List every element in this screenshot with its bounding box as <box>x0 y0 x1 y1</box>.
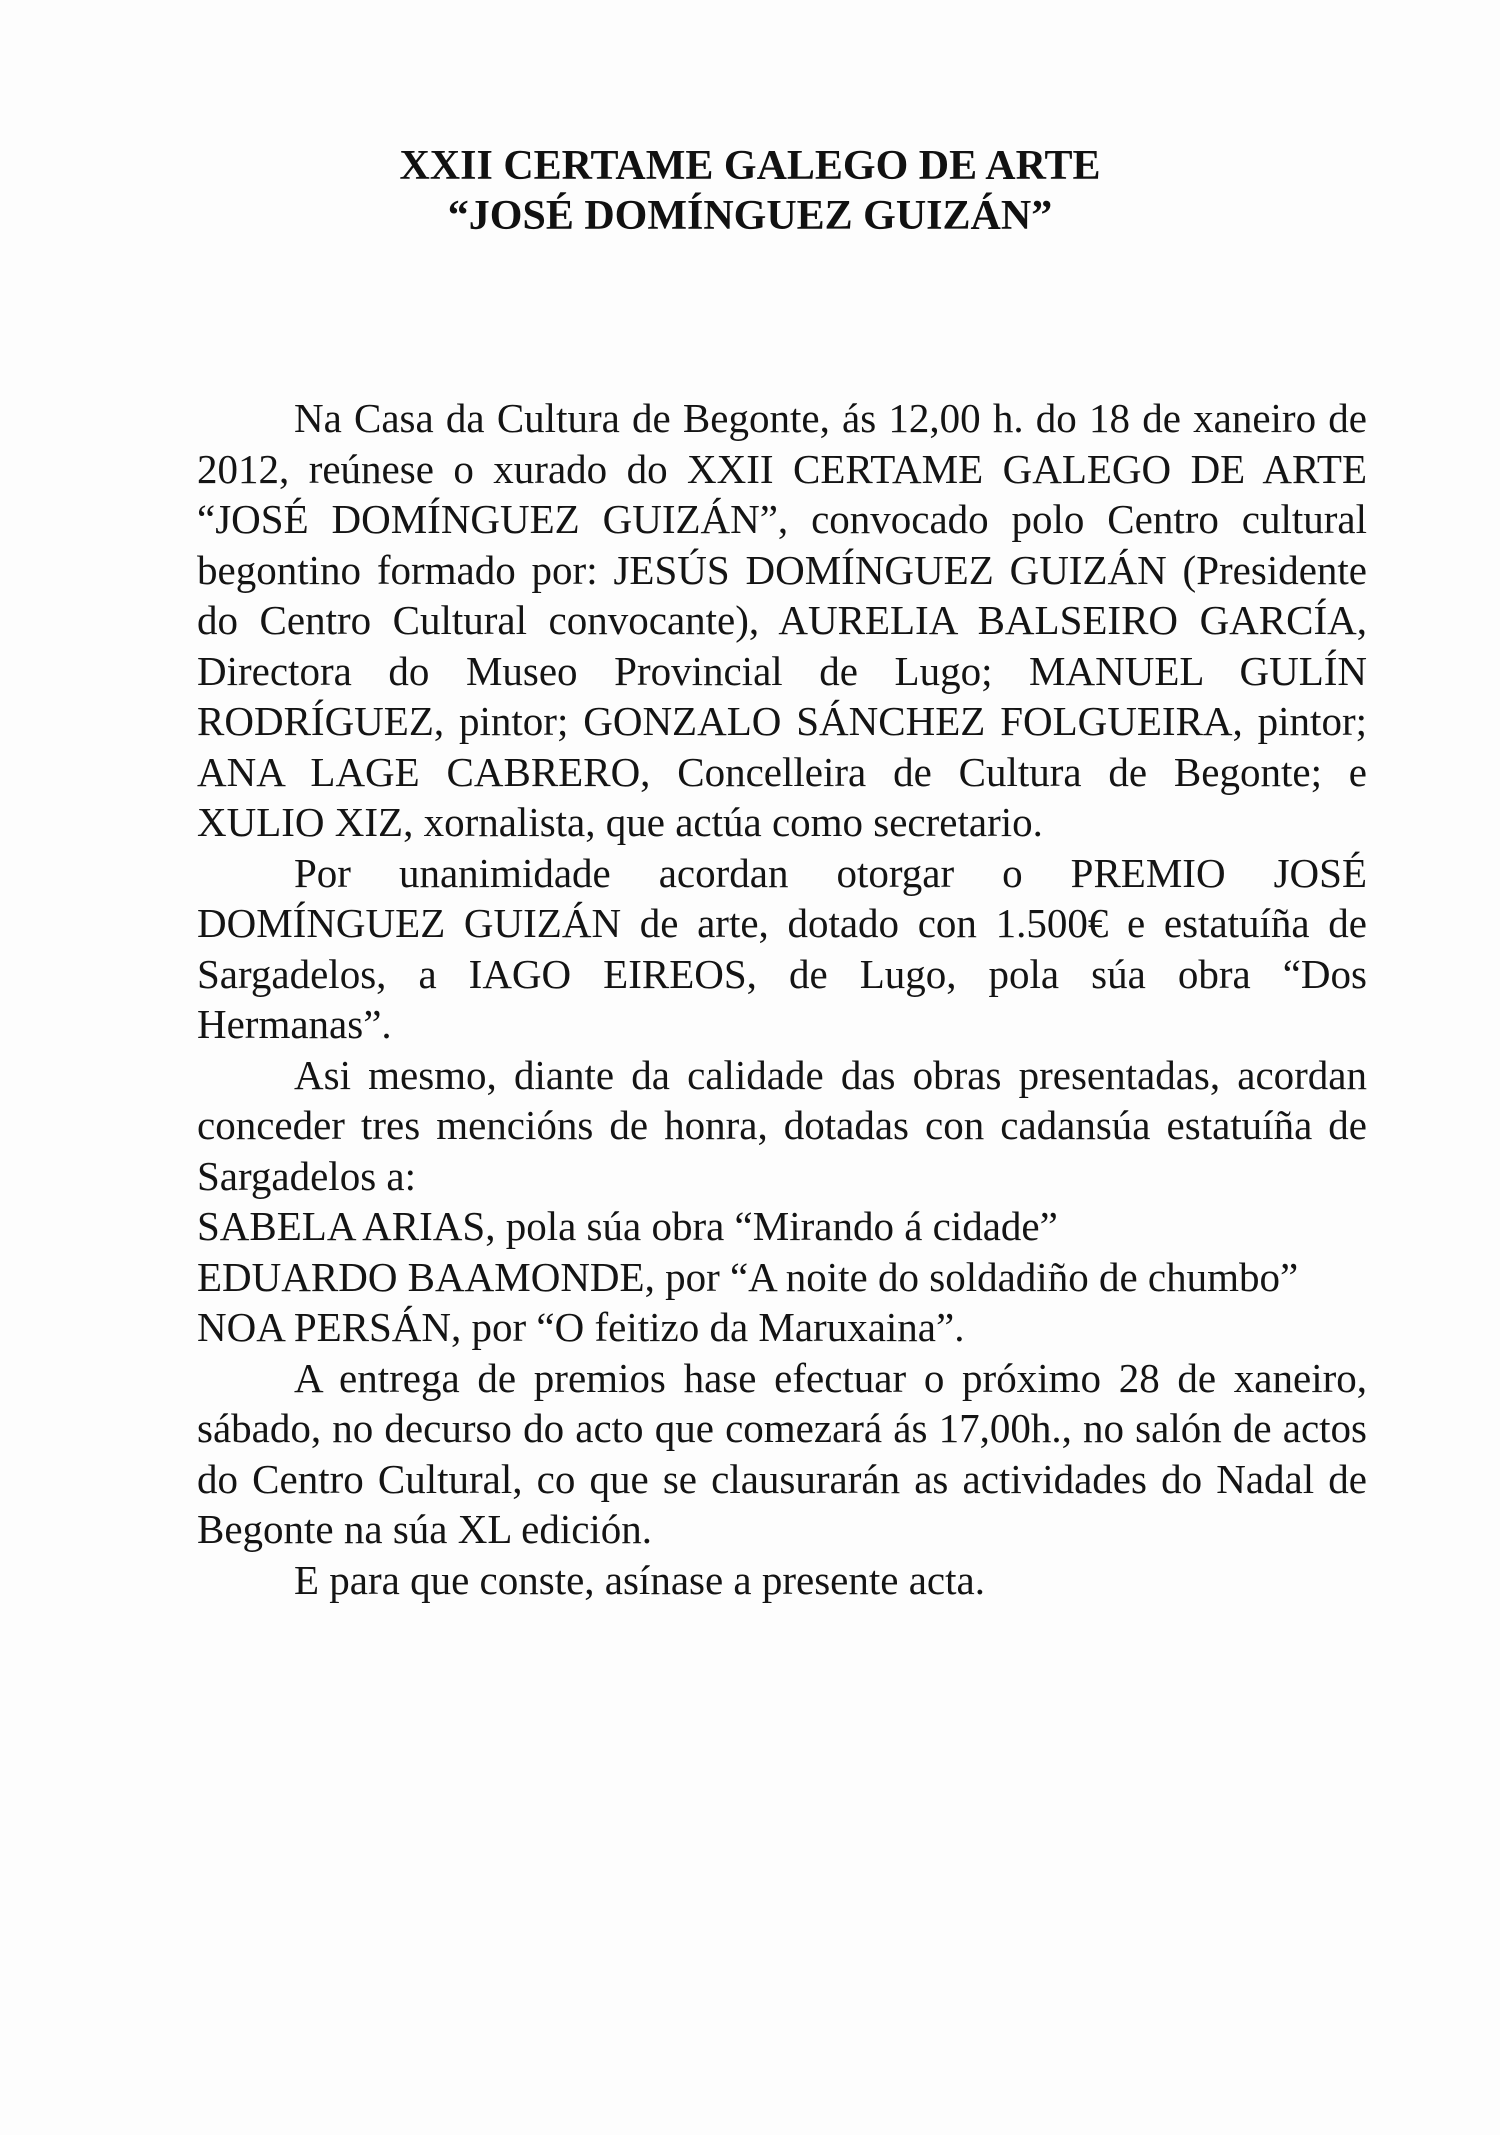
paragraph-honorable-mentions: Asi mesmo, diante da calidade das obras presentadas, acordan conceder tres mencións de honra, dotadas con cadansúa estatuíña de Sargadelos a: <box>197 1051 1367 1199</box>
paragraph-main-prize: Por unanimidade acordan otorgar o PREMIO JOSÉ DOMÍNGUEZ GUIZÁN de arte, dotado con 1.500€ e estatuíña de Sargadelos, a IAGO EIREOS, de Lugo, pola súa obra “Dos Hermanas”. <box>197 849 1367 1047</box>
mention-item-2: EDUARDO BAAMONDE, por “A noite do soldadiño de chumbo” <box>197 1253 1299 1300</box>
document-body <box>197 393 1367 1605</box>
paragraph-closing: E para que conste, asínase a presente acta. <box>294 1556 985 1603</box>
mention-item-3: NOA PERSÁN, por “O feitizo da Maruxaina”. <box>197 1304 965 1350</box>
paragraph-jury-meeting: Na Casa da Cultura de Begonte, ás 12,00 h. do 18 de xaneiro de 2012, reúnese o xurado do XXII CERTAME GALEGO DE ARTE “JOSÉ DOMÍNGUEZ GUIZÁN”, convocado polo Centro cultural begontino formado por: JESÚS DOMÍNGUEZ GUIZÁN (Presidente do Centro Cultural convocante), AURELIA BALSEIRO GARCÍA, Directora do Museo Provincial de Lugo; MANUEL GULÍN RODRÍGUEZ, pintor; GONZALO SÁNCHEZ FOLGUEIRA, pintor; ANA LAGE CABRERO, Concelleira de Cultura de Begonte; e XULIO XIZ, xornalista, que actúa como secretario. <box>197 395 1367 845</box>
document-title-line-1: XXII CERTAME GALEGO DE ARTE <box>399 143 1101 189</box>
document-title-line-2: “JOSÉ DOMÍNGUEZ GUIZÁN” <box>447 193 1053 239</box>
paragraph-award-ceremony: A entrega de premios hase efectuar o próximo 28 de xaneiro, sábado, no decurso do acto que comezará ás 17,00h., no salón de actos do Centro Cultural, co que se clausurarán as actividades do Nadal de Begonte na súa XL edición. <box>197 1354 1367 1552</box>
mention-item-1: SABELA ARIAS, pola súa obra “Mirando á cidade” <box>197 1203 1058 1249</box>
